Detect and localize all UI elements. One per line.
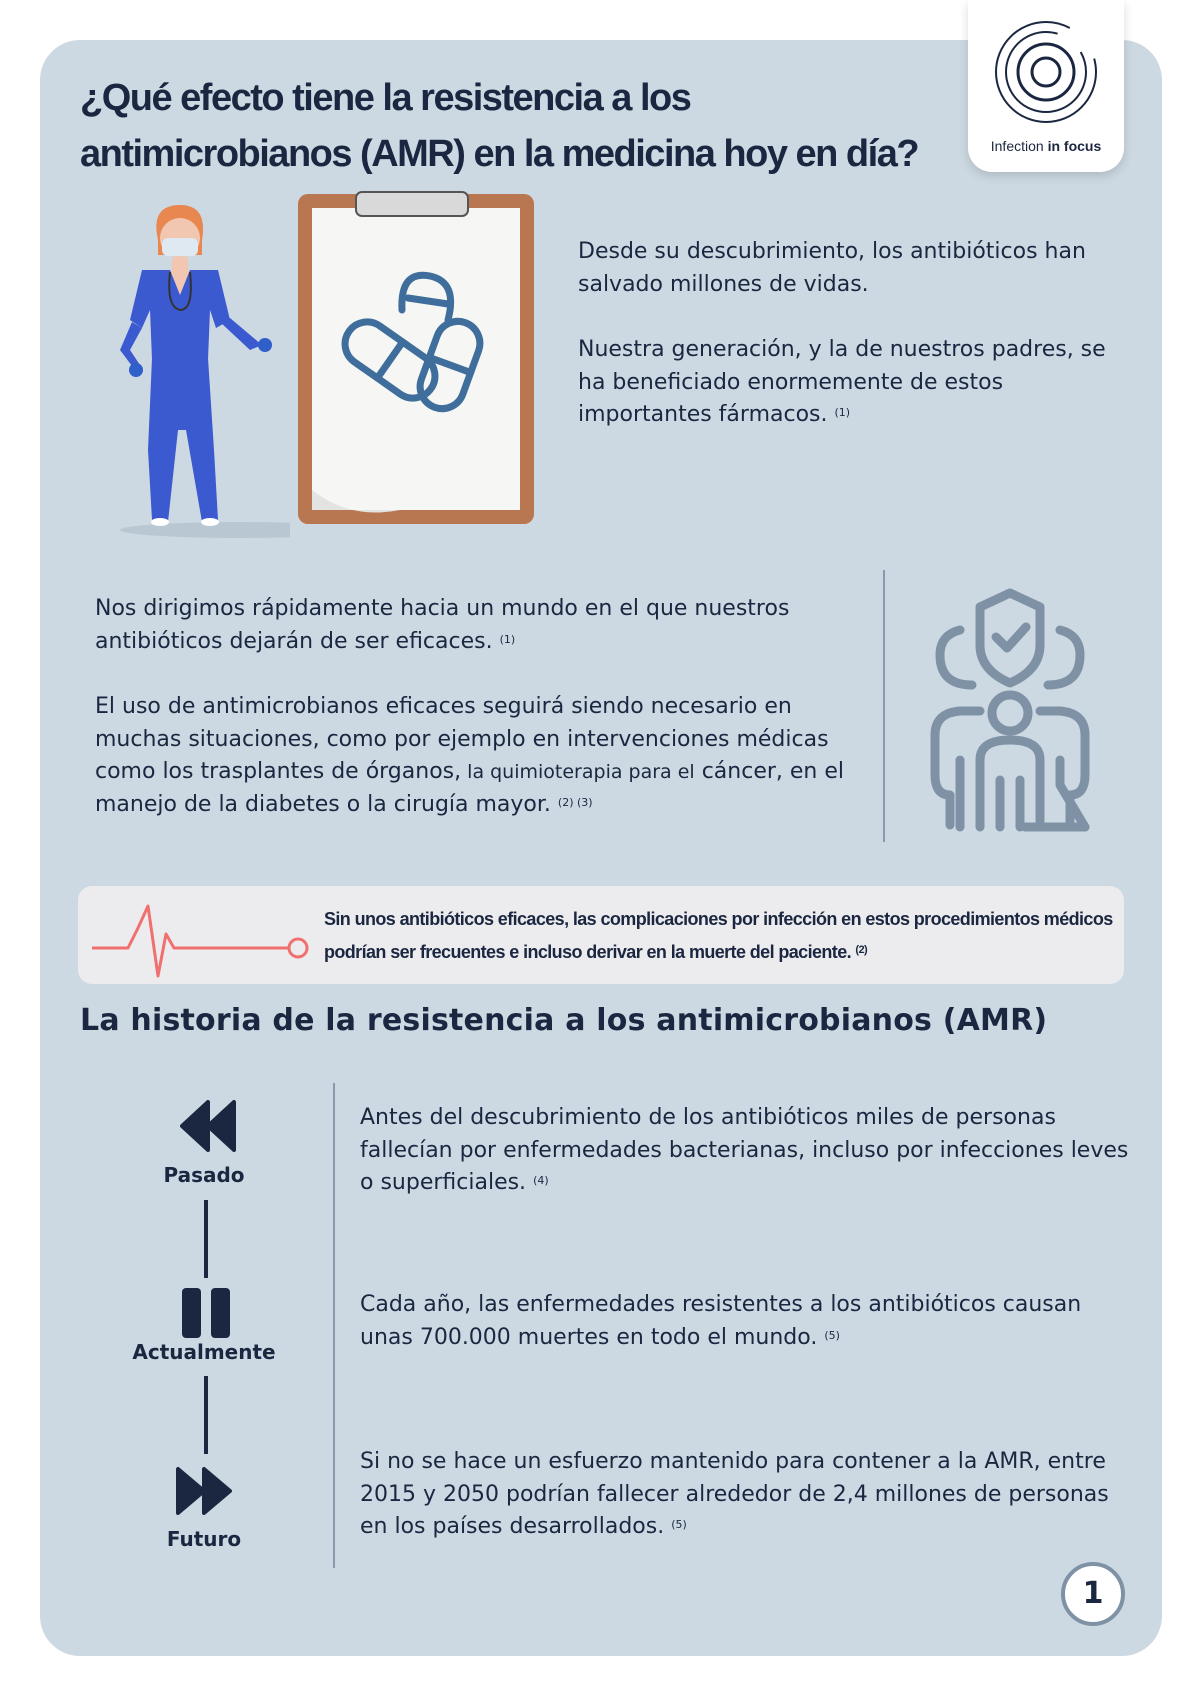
history-heading: La historia de la resistencia a los antimicrobianos (AMR) [80,1003,1048,1038]
timeline-text-pasado: Antes del descubrimiento de los antibióticos miles de personas fallecían por enfermedades bacterianas, incluso por infecciones leves o superficiales. $^{(4)}$ [360,1105,1129,1195]
reference: (2) (3) [557,795,593,809]
timeline-connector [204,1200,208,1278]
logo-text: Infection in focus [990,138,1102,154]
timeline-text-futuro: Si no se hace un esfuerzo mantenido para contener a la AMR, entre 2015 y 2050 podrían fallecer alrededor de 2,4 millones de personas en los países desarrollados. $^{(5)}$ [360,1449,1109,1539]
reference: (5) [671,1518,687,1531]
reference: (5) [824,1328,840,1342]
nurse-illustration [90,200,290,540]
pause-icon [180,1286,232,1340]
page-number: 1 [1061,1562,1125,1626]
timeline-label-actualmente: Actualmente [132,1340,276,1364]
reference: (4) [533,1174,549,1187]
clipboard-pills-illustration [290,190,540,530]
timeline-text-actualmente: Cada año, las enfermedades resistentes a los antibióticos causan unas 700.000 muertes en todo el mundo. $^{(5)}$ [360,1292,1082,1350]
middle-paragraph-1: Nos dirigimos rápidamente hacia un mundo en el que nuestros antibióticos dejarán de ser eficaces. $^{(1)}$ [95,596,790,654]
reference: (1) [834,406,851,419]
reference: (1) [499,632,516,646]
rewind-icon [180,1098,236,1154]
timeline-label-futuro: Futuro [166,1527,242,1551]
logo-rings-icon [990,16,1102,128]
heartbeat-icon [90,898,310,980]
intro-paragraph-2: Nuestra generación, y la de nuestros padres, se ha beneficiado enormemente de estos importantes fármacos. $^{(1)}$ [578,337,1106,427]
infection-in-focus-logo [968,0,1124,172]
family-shield-icon [910,585,1110,835]
timeline-divider [333,1083,335,1568]
alert-text: Sin unos antibióticos eficaces, las complicaciones por infección en estos procedimientos médicos podrían ser frecuentes e incluso derivar en la muerte del paciente. $^{(2)}$ [324,909,1113,962]
reference: (2) [855,944,868,956]
page-title: ¿Qué efecto tiene la resistencia a los antimicrobianos (AMR) en la medicina hoy en día? [80,77,919,175]
vertical-divider [883,570,885,842]
fast-forward-icon [176,1465,232,1517]
intro-paragraph-1: Desde su descubrimiento, los antibióticos han salvado millones de vidas. [578,239,1086,297]
alert-box [78,886,1124,984]
middle-paragraph-2: El uso de antimicrobianos eficaces seguirá siendo necesario en muchas situaciones, como por ejemplo en intervenciones médicas como los trasplantes de órganos, la quimioterapia para el cáncer, en el manejo de la diabetes o la cirugía mayor. $^{(2) (3)}$ [95,694,844,817]
timeline-connector [204,1376,208,1454]
timeline-label-pasado: Pasado [163,1163,245,1187]
